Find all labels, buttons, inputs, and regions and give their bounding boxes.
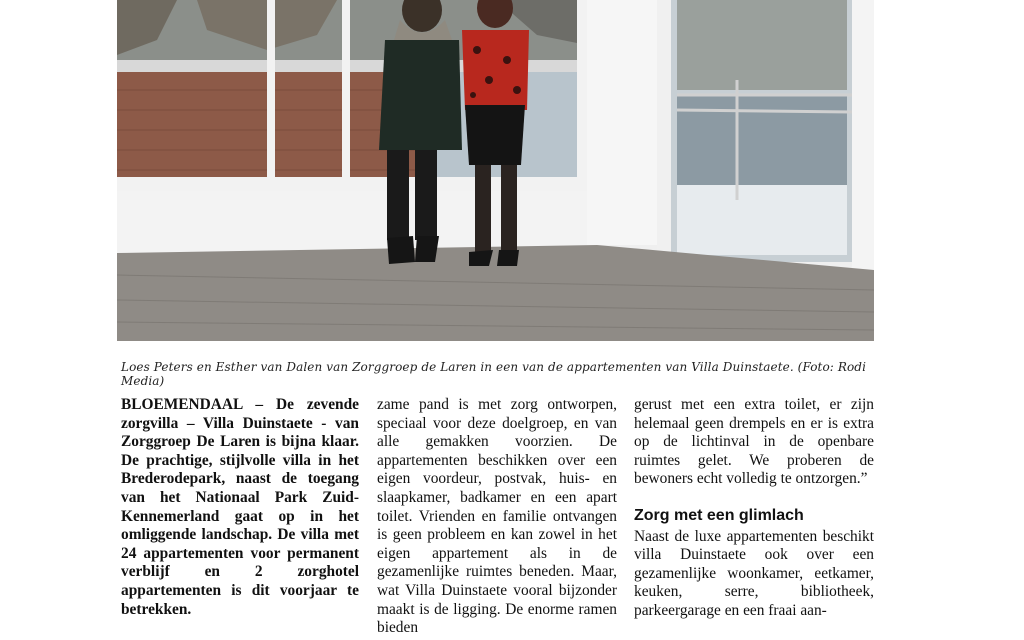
article-paragraph: zame pand is met zorg ontworpen, speciaal voor deze doelgroep, en van alle gemakken voorzien. De appartementen beschikken over een eigen voordeur, postvak, huis- en slaapkamer, badkamer en een apart toilet. Vrienden en familie ontvangen is geen probleem en kan zowel in het eigen appartement als in de gezamenlijke ruimtes beneden. Maar, wat Villa Duinstaete vooral bijzonder maakt is de ligging. De enorme ramen bieden xyxy=(377,396,617,637)
article-paragraph: gerust met een extra toilet, er zijn helemaal geen drempels en er is extra op de lichtinval in de openbare ruimtes gelet. We proberen de bewoners echt volledig te ontzorgen.” xyxy=(634,396,874,488)
article-column-3 xyxy=(634,396,874,640)
article-paragraph: Naast de luxe appartementen beschikt villa Duinstaete ook over een gezamenlijke woonkamer, eetkamer, keuken, serre, bibliotheek, parkeergarage en een fraai aan- xyxy=(634,527,874,619)
article-photo xyxy=(117,0,874,341)
article-intro: BLOEMENDAAL – De zevende zorgvilla – Villa Duinstaete - van Zorggroep De Laren is bijna klaar. De prachtige, stijlvolle villa in het Brederodepark, naast de toegang van het Nationaal Park Zuid-Kennemerland gaat op in het omliggende landschap. De villa met 24 appartementen voor permanent verblijf en 2 zorghotel appartementen is dit voorjaar te betrekken. xyxy=(121,396,359,618)
article-column-2 xyxy=(377,396,617,640)
article-column-1 xyxy=(121,396,359,640)
section-heading: Zorg met een glimlach xyxy=(634,506,804,524)
photo-caption: Loes Peters en Esther van Dalen van Zorggroep de Laren in een van de appartementen van Villa Duinstaete. (Foto: Rodi Media) xyxy=(121,360,867,388)
photo-of-two-women-icon xyxy=(117,0,874,341)
